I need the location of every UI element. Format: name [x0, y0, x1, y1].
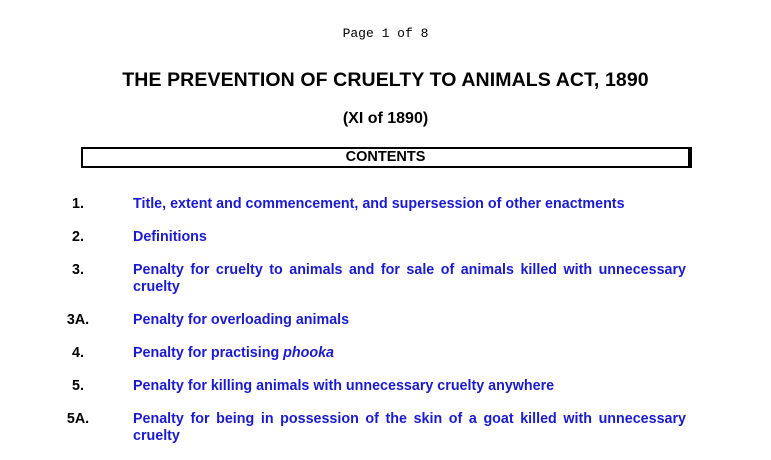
toc-item-number: 5A. — [66, 411, 90, 427]
toc-item-link[interactable] — [133, 196, 686, 213]
toc-item-link[interactable] — [133, 262, 686, 296]
toc-item-link-text: Penalty for overloading animals — [133, 312, 350, 328]
toc-item-link-text: Definitions — [133, 229, 207, 245]
toc-item-number: 1. — [72, 196, 84, 212]
toc-item-link[interactable] — [133, 312, 686, 329]
toc-item-link[interactable] — [133, 345, 686, 362]
toc-item-link[interactable] — [133, 229, 686, 246]
contents-heading: CONTENTS — [81, 147, 692, 168]
toc-item-number: 2. — [72, 229, 84, 245]
toc-item-link-text: Penalty for cruelty to animals and for sale of animals killed with unnecessary cruelty — [133, 262, 686, 295]
act-number: (XI of 1890) — [342, 110, 429, 127]
toc-item-number: 3A. — [66, 312, 90, 328]
toc-item-link[interactable] — [133, 378, 686, 395]
toc-item-link-text: Title, extent and commencement, and supersession of other enactments — [133, 196, 625, 212]
toc-item-link-italic: phooka — [283, 345, 334, 361]
toc-item-number: 3. — [72, 262, 84, 278]
toc-item-number: 4. — [72, 345, 84, 361]
toc-item-link-text: Penalty for being in possession of the skin of a goat killed with unnecessary cruelty — [133, 411, 686, 444]
toc-item-link-text: Penalty for killing animals with unnecessary cruelty anywhere — [133, 378, 555, 394]
toc-item-link-text: Penalty for practising — [133, 345, 284, 361]
page-indicator: Page 1 of 8 — [342, 26, 429, 41]
toc-item-number: 5. — [72, 378, 84, 394]
document-title: THE PREVENTION OF CRUELTY TO ANIMALS ACT, 1890 — [122, 69, 649, 91]
toc-item-link[interactable] — [133, 411, 686, 445]
